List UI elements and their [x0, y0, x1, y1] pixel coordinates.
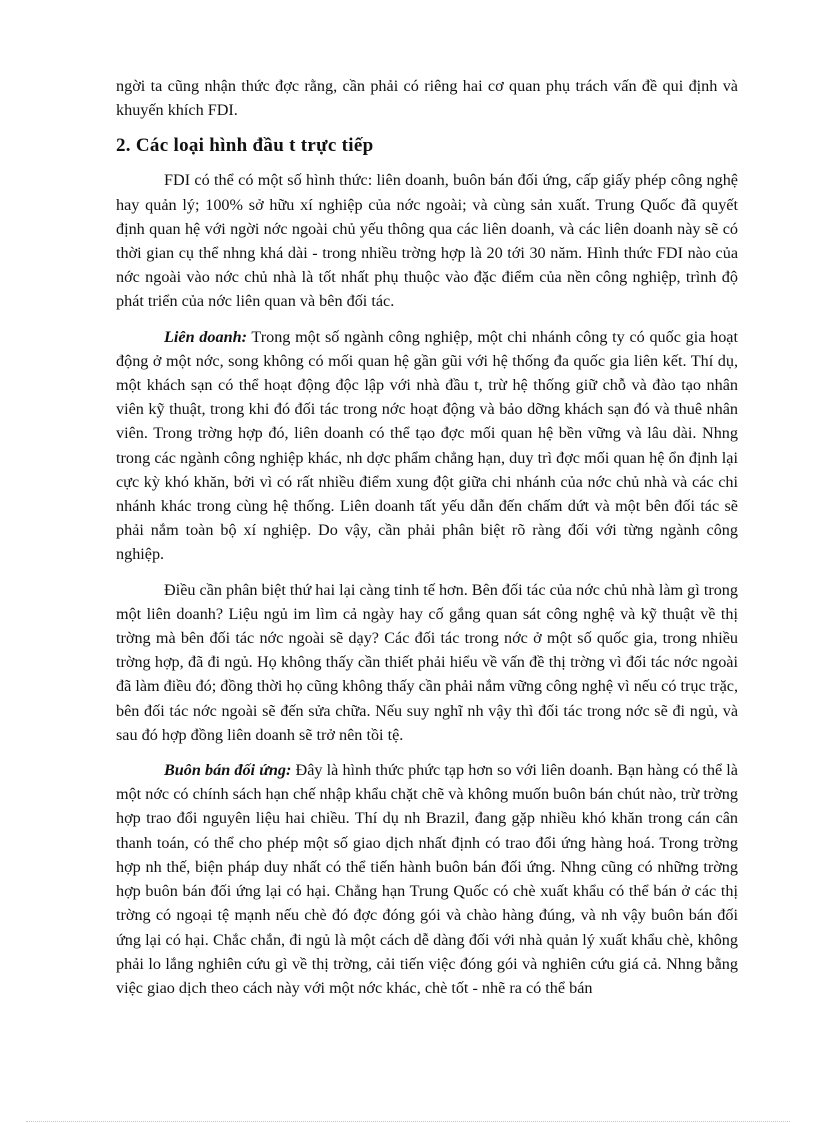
joint-venture-label: Liên doanh:: [164, 327, 247, 346]
countertrade-paragraph: [116, 758, 738, 1000]
section-heading: 2. Các loại hình đầu t trực tiếp: [116, 135, 374, 157]
countertrade-text: Đây là hình thức phức tạp hơn so với liên doanh. Bạn hàng có thể là một nớc có chính sách hạn chế nhập khẩu chặt chẽ và không muốn buôn bán chút nào, trừ trờng hợp trao đổi nguyên liệu hai chiều. Thí dụ nh Brazil, đang gặp nhiều khó khăn trong cán cân thanh toán, có thể cho phép một số giao dịch nhất định có trao đổi ứng hàng hoá. Trong trờng hợp nh thế, biện pháp duy nhất có thể tiến hành buôn bán đối ứng. Nhng cũng có những trờng hợp buôn bán đối ứng lại có hại. Chẳng hạn Trung Quốc có chè xuất khẩu có thể bán ở các thị trờng có ngoại tệ mạnh nếu chè đó đợc đóng gói và chào hàng đúng, và nh vậy buôn bán đối ứng lại có hại. Chắc chắn, đi ngủ là một cách dễ dàng đối với nhà quản lý xuất khẩu chè, không phải lo lắng nghiên cứu gì về thị trờng, cải tiến việc đóng gói và nghiên cứu giá cả. Nhng bằng việc giao dịch theo cách này với một nớc khác, chè tốt - nhẽ ra có thể bán: [116, 761, 738, 997]
intro-paragraph: ngời ta cũng nhận thức đợc rằng, cần phải có riêng hai cơ quan phụ trách vấn đề qui định và khuyến khích FDI.: [116, 77, 738, 120]
joint-venture-text: Trong một số ngành công nghiệp, một chi nhánh công ty có quốc gia hoạt động ở một nớc, song không có mối quan hệ gần gũi với hệ thống đa quốc gia liên kết. Thí dụ, một khách sạn có thể hoạt động độc lập với nhà đầu t, trừ hệ thống giữ chỗ và đào tạo nhân viên kỹ thuật, trong khi đó đối tác trong nớc hoạt động và bảo dỡng khách sạn đó và thuê nhân viên. Trong trờng hợp đó, liên doanh có thể tạo đợc mối quan hệ bền vững và lâu dài. Nhng trong các ngành công nghiệp khác, nh dợc phẩm chẳng hạn, duy trì đợc mối quan hệ ổn định lại cực kỳ khó khăn, bởi vì có rất nhiều điểm xung đột giữa chi nhánh của nớc chủ nhà và các chi nhánh khác trong cùng hệ thống. Liên doanh tất yếu dẫn đến chấm dứt và một bên đối tác sẽ phải nắm toàn bộ xí nghiệp. Do vậy, cần phải phân biệt rõ ràng đối với từng ngành công nghiệp.: [116, 327, 738, 564]
countertrade-label: Buôn bán đối ứng:: [164, 761, 292, 780]
joint-venture-paragraph: [116, 325, 738, 567]
forms-paragraph: FDI có thể có một số hình thức: liên doanh, buôn bán đối ứng, cấp giấy phép công nghệ hay quản lý; 100% sở hữu xí nghiệp của nớc ngoài; và cùng sản xuất. Trung Quốc đã quyết định quan hệ với ngời nớc ngoài chủ yếu thông qua các liên doanh, và các liên doanh này sẽ có thời gian cụ thể nhng khá dài - trong nhiều trờng hợp là 20 tới 30 năm. Hình thức FDI nào của nớc ngoài vào nớc chủ nhà là tốt nhất phụ thuộc vào đặc điểm của nền công nghiệp, trình độ phát triển của nớc liên quan và bên đối tác.: [116, 171, 738, 311]
document-page: [116, 74, 738, 1011]
page-bottom-rule: [26, 1121, 790, 1122]
second-distinction-paragraph: Điều cần phân biệt thứ hai lại càng tinh tế hơn. Bên đối tác của nớc chủ nhà làm gì trong một liên doanh? Liệu ngủ im lìm cả ngày hay cố gắng quan sát công nghệ và kỹ thuật về thị trờng mà bên đối tác nớc ngoài sẽ dạy? Các đối tác trong nớc ở một số quốc gia, trong nhiều trờng hợp, đã đi ngủ. Họ không thấy cần thiết phải hiểu về vấn đề thị trờng vì đối tác nớc ngoài đã làm điều đó; đồng thời họ cũng không thấy cần phải nắm vững công nghệ vì nếu có trục trặc, bên đối tác nớc ngoài sẽ đến sửa chữa. Nếu suy nghĩ nh vậy thì đối tác trong nớc sẽ đi ngủ, và sau đó hợp đồng liên doanh sẽ trở nên tồi tệ.: [116, 580, 738, 744]
